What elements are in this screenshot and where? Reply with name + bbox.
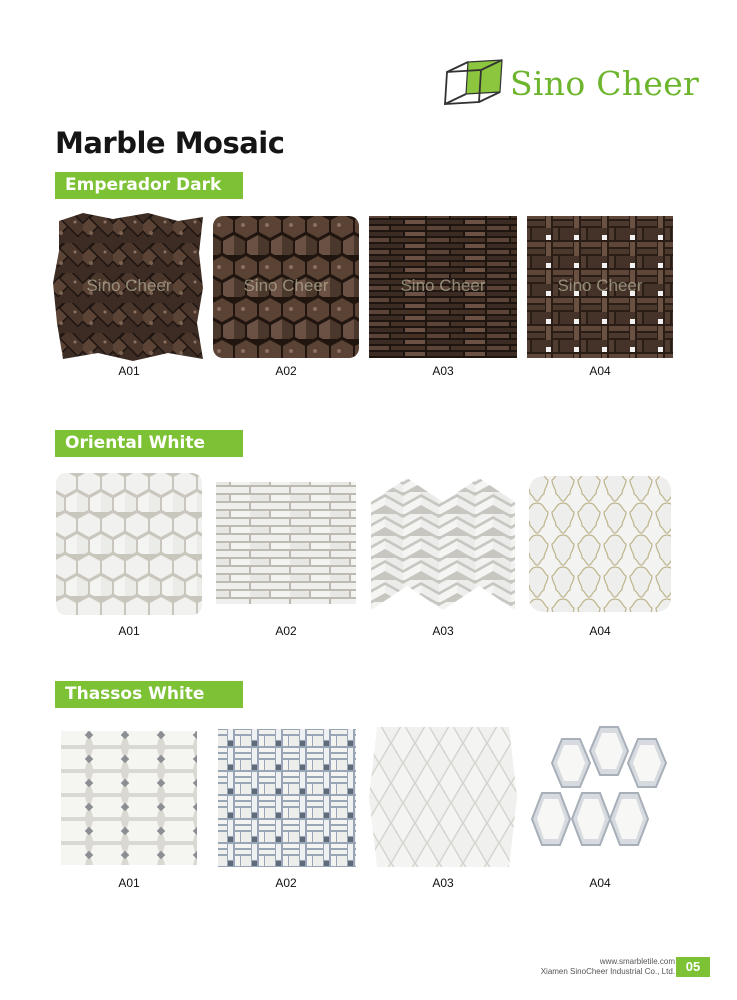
product-code: A01 bbox=[118, 364, 140, 378]
watermark-text: Sino Cheer bbox=[243, 276, 329, 295]
tile-oriental-white-a04 bbox=[524, 470, 676, 618]
product-code: A03 bbox=[432, 876, 454, 890]
tile-oriental-white-a01 bbox=[53, 470, 205, 618]
section-title-oriental-white: Oriental White bbox=[55, 430, 243, 457]
brand-name: Sino Cheer bbox=[510, 64, 700, 103]
tile-thassos-white-a01 bbox=[53, 723, 205, 871]
tile-thassos-white-a03 bbox=[367, 723, 519, 871]
footer-website: www.smarbletile.com bbox=[599, 957, 675, 966]
product-code: A02 bbox=[275, 364, 297, 378]
watermark-text: Sino Cheer bbox=[557, 276, 643, 295]
page-title: Marble Mosaic bbox=[55, 126, 285, 160]
tile-oriental-white-a03 bbox=[367, 470, 519, 618]
product-code: A04 bbox=[589, 876, 611, 890]
tile-thassos-white-a02 bbox=[210, 723, 362, 871]
product-code: A04 bbox=[589, 624, 611, 638]
tile-emperador-dark-a01 bbox=[53, 213, 205, 361]
tile-emperador-dark-a03 bbox=[367, 213, 519, 361]
tile-oriental-white-a02 bbox=[210, 470, 362, 618]
watermark-text: Sino Cheer bbox=[86, 276, 172, 295]
product-code: A03 bbox=[432, 364, 454, 378]
tile-emperador-dark-a04 bbox=[524, 213, 676, 361]
product-code: A04 bbox=[589, 364, 611, 378]
tile-emperador-dark-a02 bbox=[210, 213, 362, 361]
product-code: A01 bbox=[118, 876, 140, 890]
product-code: A02 bbox=[275, 624, 297, 638]
product-code: A01 bbox=[118, 624, 140, 638]
tile-thassos-white-a04 bbox=[524, 723, 676, 871]
footer-company: Xiamen SinoCheer Industrial Co., Ltd. bbox=[540, 967, 675, 976]
cube-logo-icon bbox=[444, 58, 504, 110]
brand-logo bbox=[444, 58, 704, 110]
watermark-text: Sino Cheer bbox=[400, 276, 486, 295]
page-number: 05 bbox=[676, 957, 710, 977]
section-title-thassos-white: Thassos White bbox=[55, 681, 243, 708]
product-code: A02 bbox=[275, 876, 297, 890]
product-code: A03 bbox=[432, 624, 454, 638]
section-title-emperador-dark: Emperador Dark bbox=[55, 172, 243, 199]
